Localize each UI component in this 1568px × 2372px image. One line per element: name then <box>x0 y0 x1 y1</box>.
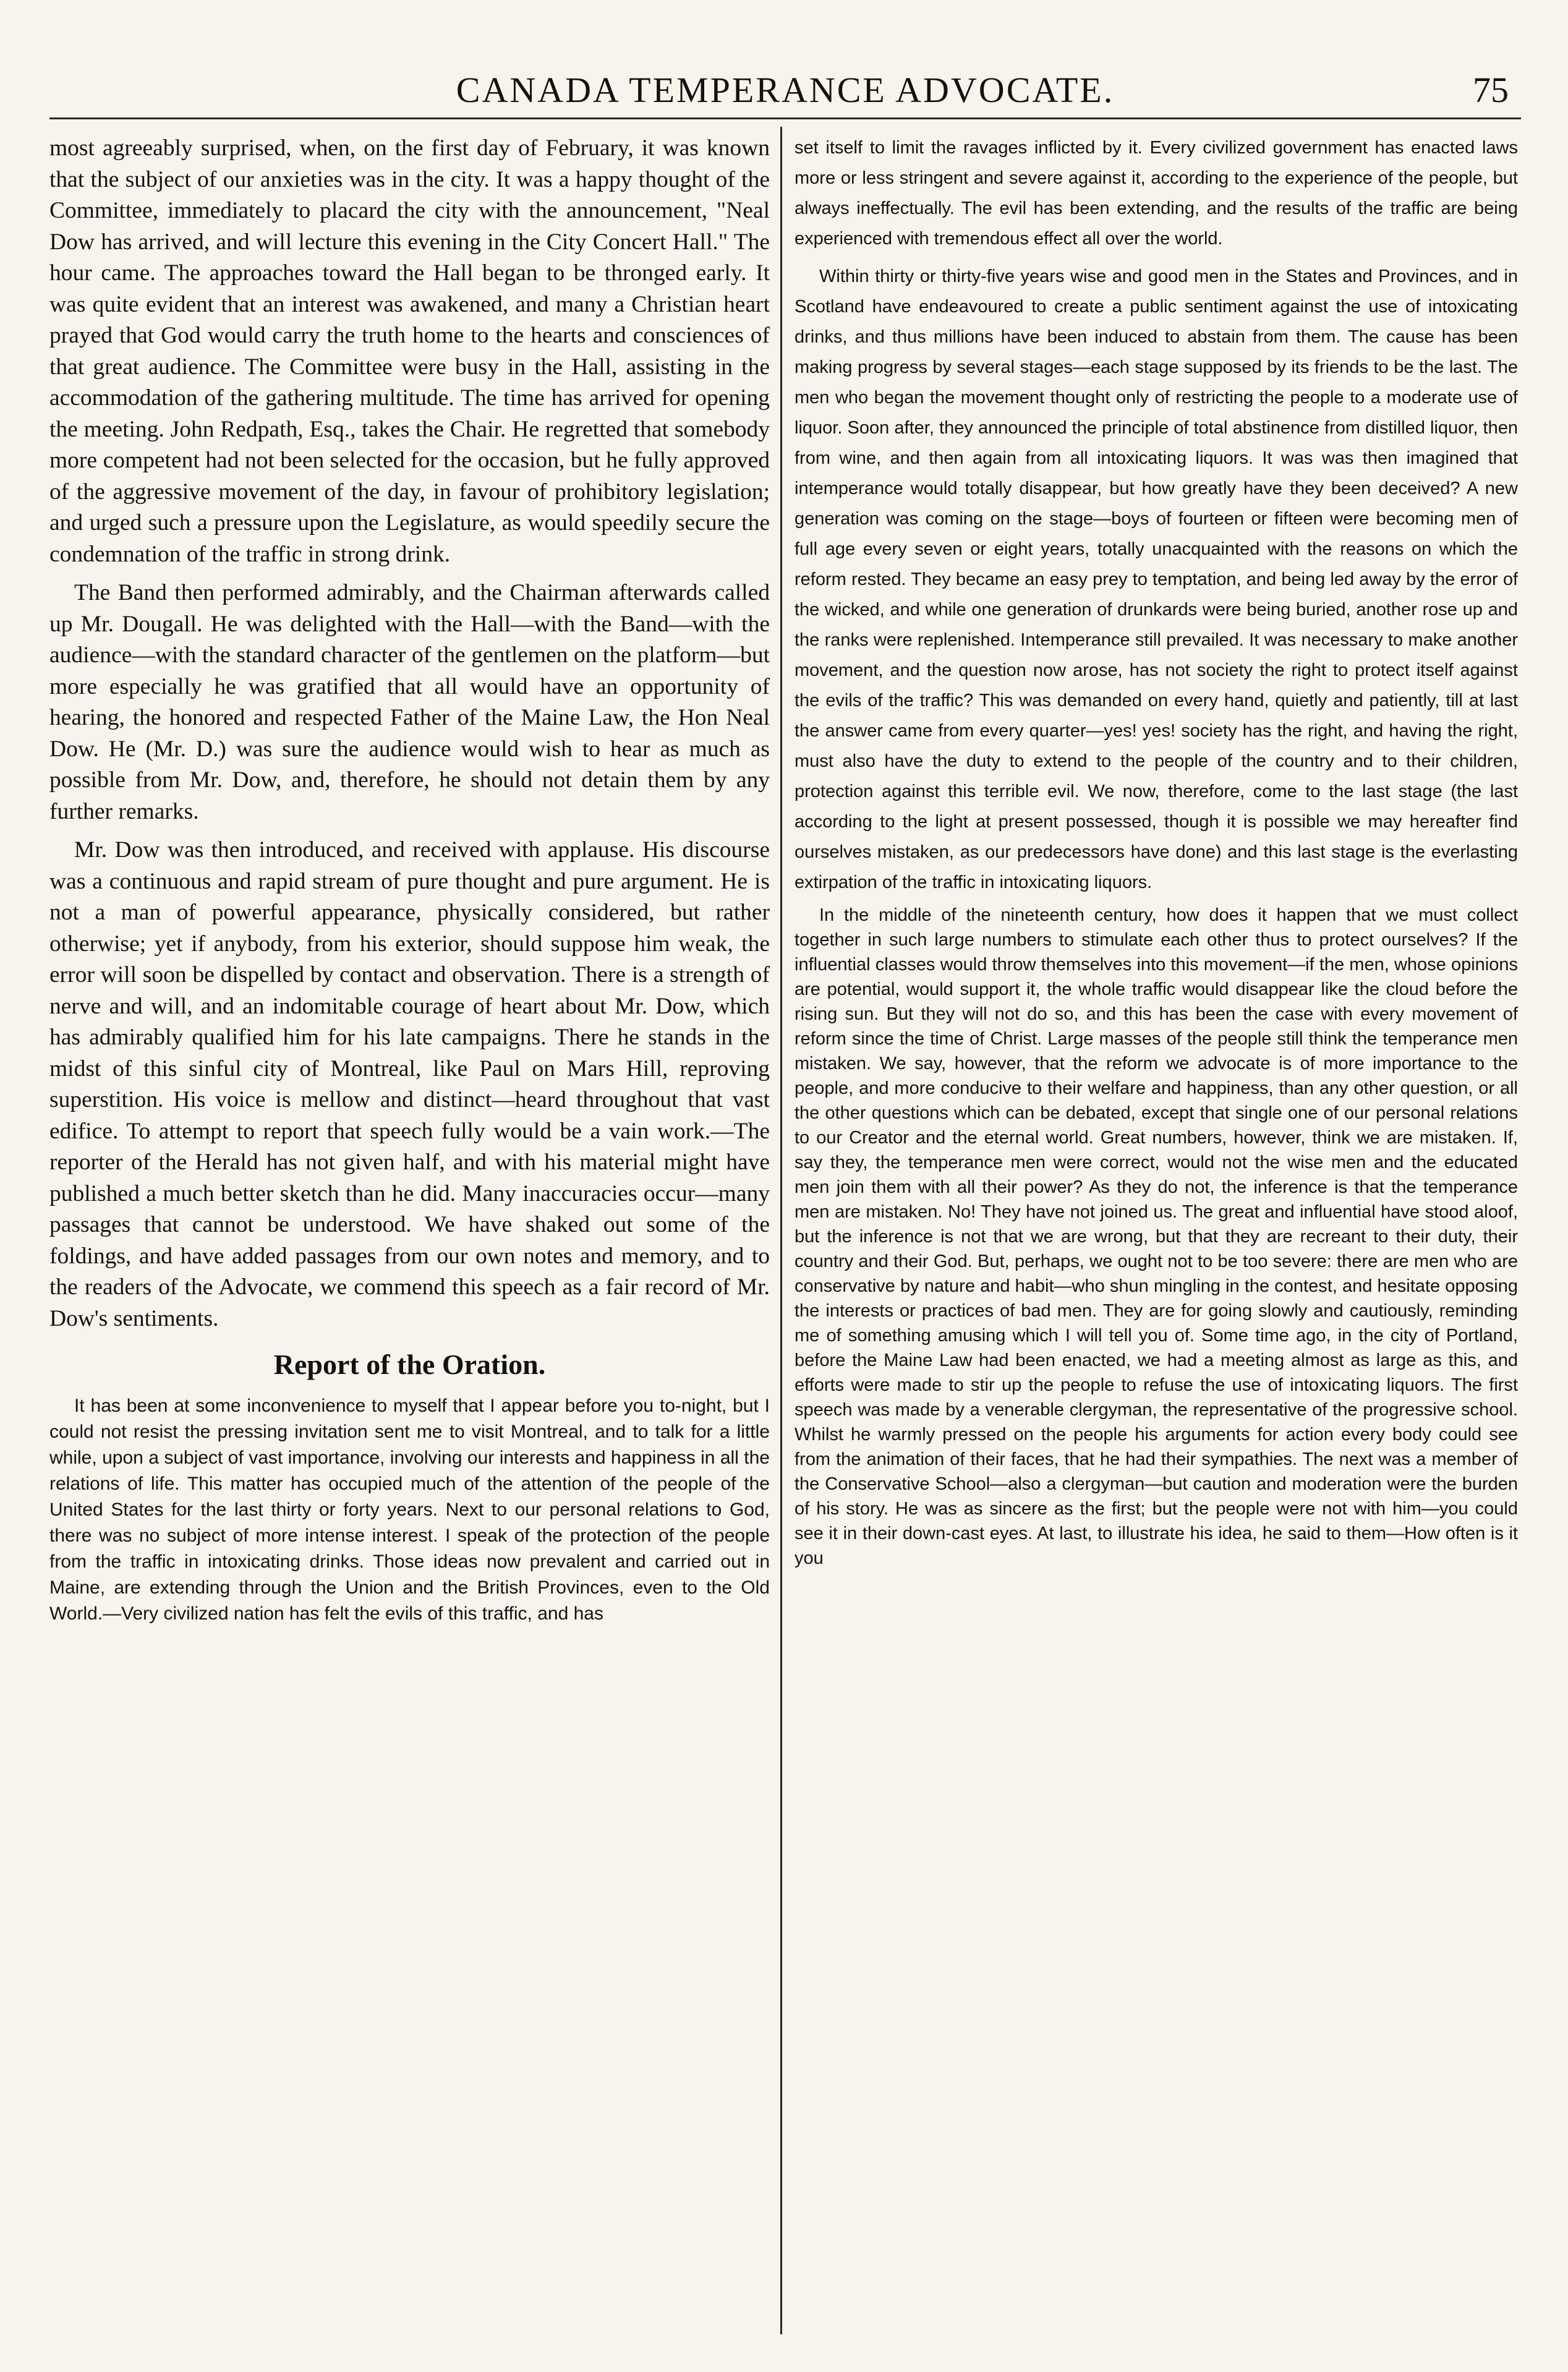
page-number: 75 <box>1473 70 1509 110</box>
oration-paragraph: Within thirty or thirty-five years wise and good men in the States and Provinces, and in Scotland have endeavoured to create a public sentiment against the use of intoxicating drinks, and thus millions have been induced to abstain from them. The cause has been making progress by several stages—each stage supposed by its friends to be the last. The men who began the movement thought only of restricting the people to a moderate use of liquor. Soon after, they announced the principle of total abstinence from distilled liquor, then from wine, and then again from all intoxicating liquors. It was was then imagined that intemperance would totally disappear, but how greatly have they been deceived? A new generation was coming on the stage—boys of fourteen or fifteen were becoming men of full age every seven or eight years, totally unacquainted with the reasons on which the reform rested. They became an easy prey to temptation, and being led away by the error of the wicked, and while one generation of drunkards were being buried, another rose up and the ranks were replenished. Intemperance still prevailed. It was necessary to make another movement, and the question now arose, has not society the right to protect itself against the evils of the traffic? This was demanded on every hand, quietly and patiently, till at last the answer came from every quarter—yes! yes! society has the right, and having the right, must also have the duty to extend to the people of the country and to their children, protection against this terrible evil. We now, therefore, come to the last stage (the last according to the light at present possessed, though it is possible we may hereafter find ourselves mistaken, as our predecessors have done) and this last stage is the everlasting extirpation of the traffic in intoxicating liquors. <box>795 267 1518 892</box>
left-column <box>49 133 770 2334</box>
publication-title: CANADA TEMPERANCE ADVOCATE. <box>456 70 1115 110</box>
oration-paragraph: In the middle of the nineteenth century, how does it happen that we must collect together in such large numbers to stimulate each other thus to protect ourselves? If the influential classes would throw themselves into this movement—if the men, whose opinions are potential, would support it, the whole traffic would disappear like the cloud before the rising sun. But they will not do so, and this has been the case with every movement of reform since the time of Christ. Large masses of the people still think the temperance men mistaken. We say, however, that the reform we advocate is of more importance to the people, and more conducive to their welfare and happiness, than any other question, or all the other questions which can be debated, except that single one of our personal relations to our Creator and the eternal world. Great numbers, however, think we are mistaken. If, say they, the temperance men were correct, would not the wise men and the educated men join them with all their power? As they do not, the inference is that the temperance men are mistaken. No! They have not joined us. The great and influential have stood aloof, but the inference is not that we are wrong, but that they are recreant to their duty, their country and their God. But, perhaps, we ought not to be too severe: there are men who are conservative by nature and habit—who shun mingling in the contest, and hesitate opposing the interests or practices of bad men. They are for going slowly and cautiously, reminding me of something amusing which I will tell you of. Some time ago, in the city of Portland, before the Maine Law had been enacted, we had a meeting almost as large as this, and efforts were made to stir up the people to refuse the use of intoxicating liquors. The first speech was made by a venerable clergyman, the representative of the progressive school. Whilst he warmly pressed on the people his arguments for action every body could see from the animation of their faces, that he had their sympathies. The next was a member of the Conservative School—also a clergyman—but caution and moderation were the burden of his story. He was as sincere as the first; but the people were not with him—you could see it in their down-cast eyes. At last, to illustrate his idea, he said to them—How often is it you <box>795 905 1518 1568</box>
section-heading: Report of the Oration. <box>273 1349 546 1380</box>
oration-paragraph: It has been at some inconvenience to myself that I appear before you to-night, but I could not resist the pressing invitation sent me to visit Montreal, and to talk for a little while, upon a subject of vast importance, involving our interests and happiness in all the relations of life. This matter has occupied much of the attention of the people of the United States for the last thirty or forty years. Next to our personal relations to God, there was no subject of more intense interest. I speak of the protection of the people from the traffic in intoxicating drinks. Those ideas now prevalent and carried out in Maine, are extending through the Union and the British Provinces, even to the Old World.—Very civilized nation has felt the evils of this traffic, and has <box>49 1396 770 1624</box>
page-header <box>49 69 1521 113</box>
column-divider <box>780 127 782 2334</box>
article-paragraph: most agreeably surprised, when, on the first day of February, it was known that the subject of our anxieties was in the city. It was a happy thought of the Committee, immediately to placard the city with the announcement, "Neal Dow has arrived, and will lecture this evening in the City Concert Hall." The hour came. The approaches toward the Hall began to be thronged early. It was quite evident that an interest was awakened, and many a Christian heart prayed that God would carry the truth home to the hearts and consciences of that great audience. The Committee were busy in the Hall, assisting in the accommodation of the gathering multitude. The time has arrived for opening the meeting. John Redpath, Esq., takes the Chair. He regretted that somebody more competent had not been selected for the occasion, but he fully approved of the aggressive movement of the day, in favour of prohibitory legislation; and urged such a pressure upon the Legislature, as would speedily secure the condemnation of the traffic in strong drink. <box>49 135 770 567</box>
article-paragraph: The Band then performed admirably, and the Chairman afterwards called up Mr. Dougall. He was delighted with the Hall—with the Band—with the audience—with the standard character of the gentlemen on the platform—but more especially he was gratified that all would have an opportunity of hearing, the honored and respected Father of the Maine Law, the Hon Neal Dow. He (Mr. D.) was sure the audience would wish to hear as much as possible from Mr. Dow, and, therefore, he should not detain them by any further remarks. <box>49 580 770 824</box>
header-rule <box>49 117 1521 119</box>
right-column <box>795 133 1518 2334</box>
article-paragraph: Mr. Dow was then introduced, and received with applause. His discourse was a continuous and rapid stream of pure thought and pure argument. He is not a man of powerful appearance, physically considered, but rather otherwise; yet if anybody, from his exterior, should suppose him weak, the error will soon be dispelled by contact and observation. There is a strength of nerve and will, and an indomitable courage of heart about Mr. Dow, which has admirably qualified him for his late campaigns. There he stands in the midst of this sinful city of Montreal, like Paul on Mars Hill, reproving superstition. His voice is mellow and distinct—heard throughout that vast edifice. To attempt to report that speech fully would be a vain work.—The reporter of the Herald has not given half, and with his material might have published a much better sketch than he did. Many inaccuracies occur—many passages that cannot be understood. We have shaked out some of the foldings, and have added passages from our own notes and memory, and to the readers of the Advocate, we commend this speech as a fair record of Mr. Dow's sentiments. <box>49 837 770 1331</box>
oration-paragraph: set itself to limit the ravages inflicted by it. Every civilized government has enacted laws more or less stringent and severe against it, according to the experience of the people, but always ineffectually. The evil has been extending, and the results of the traffic are being experienced with tremendous effect all over the world. <box>795 138 1518 249</box>
